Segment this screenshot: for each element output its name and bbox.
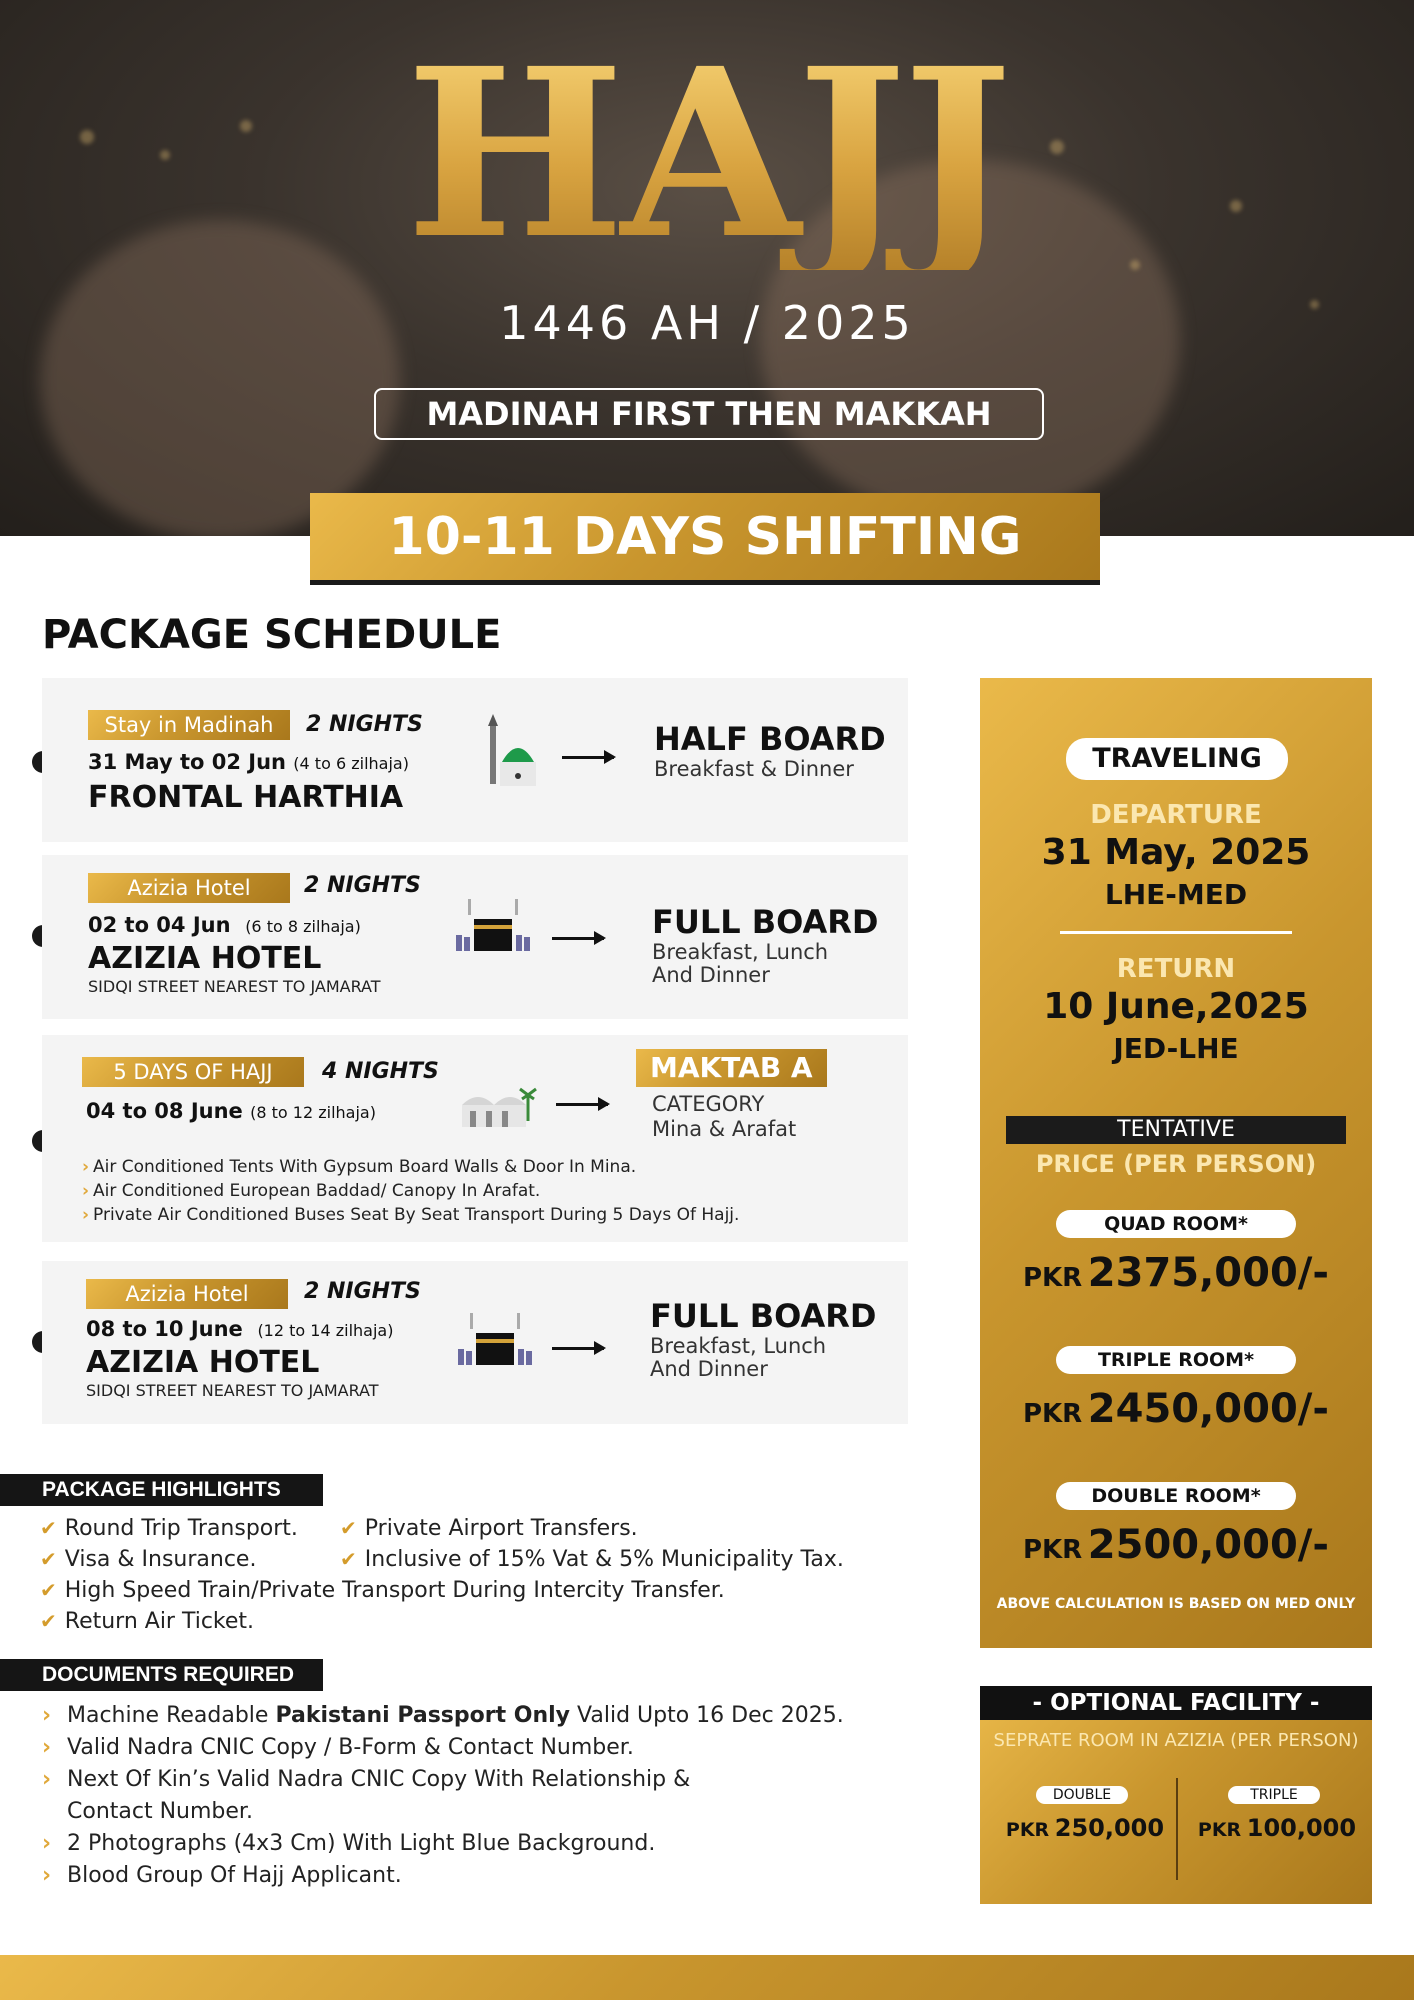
hajj-year: 1446 AH / 2025 (499, 296, 915, 350)
price-label: PRICE (PER PERSON) (1035, 1150, 1317, 1178)
hotel-tag: Azizia Hotel (86, 1279, 288, 1309)
stay-tag: Stay in Madinah (88, 710, 290, 740)
stay-dates: 08 to 10 June (12 to 14 zilhaja) (86, 1317, 394, 1341)
arrow-icon (552, 1347, 604, 1350)
board-meals: Breakfast, Lunch (652, 940, 829, 964)
highlight-item: ✔ Round Trip Transport. (40, 1516, 298, 1541)
hotel-street: SIDQI STREET NEAREST TO JAMARAT (88, 977, 381, 996)
chevron-right-icon: › (42, 1863, 52, 1888)
maktab-category: MAKTAB A (636, 1049, 827, 1087)
chevron-right-icon: › (82, 1181, 90, 1201)
highlight-item: ✔ Private Airport Transfers. (340, 1516, 638, 1541)
footer-bar (0, 1955, 1414, 2000)
stay-dates: 04 to 08 June (8 to 12 zilhaja) (86, 1099, 376, 1123)
schedule-card-azizia-2 (42, 1261, 908, 1424)
chevron-right-icon: › (42, 1831, 52, 1856)
check-icon: ✔ (340, 1516, 357, 1540)
stay-dates: 02 to 04 Jun (6 to 8 zilhaja) (88, 913, 361, 937)
hotel-name: AZIZIA HOTEL (86, 1345, 320, 1380)
board-type: FULL BOARD (652, 903, 879, 941)
traveling-label: TRAVELING (1066, 738, 1288, 780)
document-item: › Valid Nadra CNIC Copy / B-Form & Contact Number. (42, 1732, 634, 1764)
departure-date: 31 May, 2025 (1041, 832, 1311, 873)
departure-route: LHE-MED (1104, 878, 1248, 911)
arrow-icon (562, 756, 614, 759)
feature-item: › Air Conditioned Tents With Gypsum Board Walls & Door In Mina. (82, 1157, 637, 1177)
return-route: JED-LHE (1113, 1032, 1239, 1065)
board-meals-line2: And Dinner (650, 1357, 768, 1381)
room-type-badge: TRIPLE ROOM* (1056, 1346, 1296, 1374)
nights-count: 2 NIGHTS (306, 712, 423, 737)
divider (1060, 931, 1292, 934)
optional-facility-subtitle: SEPRATE ROOM IN AZIZIA (PER PERSON) (993, 1730, 1359, 1751)
category-label: CATEGORY (652, 1092, 765, 1116)
tentative-label: TENTATIVE (1006, 1116, 1346, 1144)
highlights-heading: PACKAGE HIGHLIGHTS (0, 1474, 323, 1506)
hero-banner (0, 0, 1414, 536)
document-item: › Blood Group Of Hajj Applicant. (42, 1860, 402, 1892)
room-type-badge: QUAD ROOM* (1056, 1210, 1296, 1238)
arrow-icon (552, 937, 604, 940)
hotel-tag: Azizia Hotel (88, 873, 290, 903)
category-location: Mina & Arafat (652, 1117, 797, 1141)
return-date: 10 June,2025 (1043, 986, 1309, 1027)
hajj-title: HAJJ (0, 38, 1414, 270)
board-type: FULL BOARD (650, 1297, 877, 1335)
hotel-name: FRONTAL HARTHIA (88, 780, 404, 815)
chevron-right-icon: › (42, 1767, 52, 1792)
highlight-item: ✔ Visa & Insurance. (40, 1547, 257, 1572)
room-price: PKR 2450,000/- (1022, 1386, 1330, 1432)
board-meals-line2: And Dinner (652, 963, 770, 987)
hotel-street: SIDQI STREET NEAREST TO JAMARAT (86, 1381, 379, 1400)
optional-facility-title: - OPTIONAL FACILITY - (980, 1686, 1372, 1720)
room-price: PKR 2500,000/- (1022, 1522, 1330, 1568)
triple-room-label: TRIPLE (1228, 1786, 1320, 1804)
board-meals: Breakfast & Dinner (654, 757, 854, 781)
document-item: › 2 Photographs (4x3 Cm) With Light Blue Background. (42, 1828, 655, 1860)
check-icon: ✔ (40, 1609, 57, 1633)
chevron-right-icon: › (82, 1157, 90, 1177)
hajj-days-tag: 5 DAYS OF HAJJ (82, 1057, 304, 1087)
double-room-price: PKR 250,000 (1005, 1814, 1165, 1842)
tent-camp-icon (458, 1081, 538, 1131)
kaaba-icon (454, 895, 532, 955)
departure-label: DEPARTURE (1090, 800, 1262, 830)
chevron-right-icon: › (42, 1735, 52, 1760)
room-price: PKR 2375,000/- (1022, 1250, 1330, 1296)
double-room-label: DOUBLE (1036, 1786, 1128, 1804)
check-icon: ✔ (40, 1578, 57, 1602)
arrow-icon (556, 1103, 608, 1106)
documents-heading: DOCUMENTS REQUIRED (0, 1659, 323, 1691)
highlight-item: ✔ Return Air Ticket. (40, 1609, 255, 1634)
nights-count: 2 NIGHTS (304, 1279, 421, 1304)
schedule-title: PACKAGE SCHEDULE (42, 612, 502, 658)
hotel-name: AZIZIA HOTEL (88, 941, 322, 976)
triple-room-price: PKR 100,000 (1197, 1814, 1357, 1842)
schedule-card-hajj-days (42, 1035, 908, 1242)
mosque-icon (482, 712, 538, 788)
stay-dates: 31 May to 02 Jun (4 to 6 zilhaja) (88, 750, 409, 774)
schedule-card-madinah (42, 678, 908, 842)
board-type: HALF BOARD (654, 720, 886, 758)
feature-item: › Private Air Conditioned Buses Seat By Seat Transport During 5 Days Of Hajj. (82, 1205, 740, 1225)
document-item: › Next Of Kin’s Valid Nadra CNIC Copy With Relationship & (42, 1764, 690, 1796)
highlight-item: ✔ High Speed Train/Private Transport During Intercity Transfer. (40, 1578, 725, 1603)
chevron-right-icon: › (82, 1205, 90, 1225)
highlight-item: ✔ Inclusive of 15% Vat & 5% Municipality Tax. (340, 1547, 844, 1572)
divider (1176, 1778, 1178, 1880)
check-icon: ✔ (40, 1516, 57, 1540)
route-subtitle: MADINAH FIRST THEN MAKKAH (374, 388, 1044, 440)
return-label: RETURN (1116, 954, 1236, 984)
check-icon: ✔ (340, 1547, 357, 1571)
document-item: › Machine Readable Pakistani Passport Only Valid Upto 16 Dec 2025. (42, 1700, 844, 1732)
chevron-right-icon: › (42, 1703, 52, 1728)
check-icon: ✔ (40, 1547, 57, 1571)
kaaba-icon (456, 1309, 534, 1369)
board-meals: Breakfast, Lunch (650, 1334, 827, 1358)
room-type-badge: DOUBLE ROOM* (1056, 1482, 1296, 1510)
schedule-card-azizia-1 (42, 855, 908, 1019)
feature-item: › Air Conditioned European Baddad/ Canopy In Arafat. (82, 1181, 541, 1201)
price-note: ABOVE CALCULATION IS BASED ON MED ONLY (996, 1596, 1356, 1612)
shifting-banner: 10-11 DAYS SHIFTING (310, 493, 1100, 585)
pricing-panel (980, 678, 1372, 1648)
document-item-continued: Contact Number. (67, 1799, 253, 1824)
nights-count: 4 NIGHTS (322, 1059, 439, 1084)
nights-count: 2 NIGHTS (304, 873, 421, 898)
optional-facility-panel (980, 1686, 1372, 1904)
